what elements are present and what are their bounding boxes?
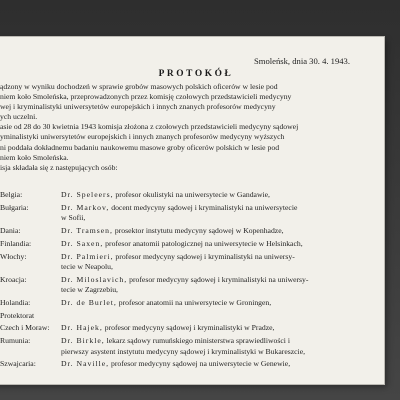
member-entry	[0, 311, 384, 321]
member-line	[61, 311, 372, 321]
member-entry	[0, 298, 384, 308]
member-country: Rumunia:	[0, 336, 31, 346]
member-country: Czech i Moraw:	[0, 323, 50, 333]
member-description	[61, 359, 384, 369]
member-line	[61, 323, 372, 333]
member-country: Finlandia:	[0, 238, 32, 248]
member-title: prosektor instytutu medycyny sądowej w Kopenhadze,	[112, 225, 284, 235]
member-title: profesor anatomii na uniwersytecie w Groningen,	[116, 297, 272, 307]
member-line	[61, 336, 372, 346]
member-title: profesor medycyny sądowej i kryminalistyki na uniwersy-	[127, 274, 309, 284]
member-country: Dania:	[0, 225, 21, 235]
member-entry	[0, 252, 384, 273]
intro-line: ych uczelni.	[0, 112, 38, 122]
document-sheet	[0, 37, 384, 384]
member-name: Dr. de Burlet,	[61, 297, 117, 307]
intro-line: ni poddała dokładnemu badaniu naukowemu masowe groby oficerów polskich w lesie pod	[0, 142, 280, 152]
member-country: Włochy:	[0, 251, 27, 261]
member-entry	[0, 203, 384, 224]
member-title: profesor anatomii patologicznej na uniwersytecie w Helsinkach,	[103, 238, 303, 248]
member-line	[61, 298, 372, 308]
member-spacer	[0, 370, 384, 372]
document-title: PROTOKÓŁ	[158, 69, 234, 79]
intro-line: niem koło Smoleńska.	[0, 152, 69, 162]
member-country: Belgia:	[0, 190, 23, 199]
member-entry	[0, 359, 384, 369]
member-description	[61, 275, 384, 296]
member-line: pierwszy asystent instytutu medycyny sądowej i kryminalistyki w Bukareszcie,	[61, 346, 306, 356]
member-line	[61, 226, 372, 236]
intro-line: niem koło Smoleńska, przeprowadzonych przez komisję czołowych przedstawicieli medycyny	[0, 92, 292, 102]
member-description	[61, 323, 384, 333]
member-description	[61, 311, 384, 321]
member-country: Protektorat	[0, 310, 35, 320]
member-name: Dr. Tramsen,	[61, 225, 113, 235]
intro-line: wej i kryminalistyki uniwersytetów europejskich i innych znanych profesorów medycyny	[0, 102, 276, 112]
member-line: w Sofii,	[61, 213, 86, 223]
member-country: Holandia:	[0, 297, 31, 307]
member-title: profesor medycyny sądowej i kryminalistyki w Pradze,	[102, 323, 275, 333]
member-line	[61, 190, 372, 200]
member-description	[61, 203, 384, 224]
intro-line: ądzony w wyniku dochodzeń w sprawie grobów masowych polskich oficerów w lesie pod	[0, 82, 278, 91]
member-entry	[0, 323, 384, 333]
member-title: lekarz sądowy rumuńskiego ministerstwa sprawiedliwości i	[104, 336, 290, 346]
member-entry	[0, 226, 384, 236]
member-title: profesor okulistyki na uniwersytecie w Gandawie,	[113, 190, 270, 199]
member-description	[61, 298, 384, 308]
commission-members-list	[0, 190, 384, 372]
member-line	[61, 359, 372, 369]
member-description	[61, 336, 384, 357]
member-name: Dr. Palmieri,	[61, 251, 114, 261]
member-country: Bułgaria:	[0, 202, 29, 212]
member-country: Kroacja:	[0, 274, 27, 284]
member-line: tecie w Zagrzebiu,	[61, 285, 118, 295]
intro-line: asie od 28 do 30 kwietnia 1943 komisja złożona z czołowych przedstawicieli medycyny sądowej	[0, 122, 299, 132]
member-name: Dr. Saxen,	[61, 238, 104, 248]
member-description	[61, 226, 384, 236]
member-title: profesor medycyny sądowej na uniwersytecie w Genewie,	[109, 359, 291, 369]
member-name: Dr. Speleers,	[61, 190, 114, 199]
member-name: Dr. Markov,	[61, 202, 110, 212]
member-line	[61, 239, 372, 249]
place-date: Smoleńsk, dnia 30. 4. 1943.	[254, 56, 350, 66]
intro-text	[0, 82, 384, 173]
member-line: tecie w Neapolu,	[61, 261, 113, 271]
member-name: Dr. Hajek,	[61, 323, 103, 333]
member-entry	[0, 336, 384, 357]
intro-line: yminalistyki uniwersytetów europejskich i innych znanych profesorów medycyny wyższych	[0, 132, 285, 142]
member-line	[61, 275, 372, 285]
member-line	[61, 252, 372, 262]
member-entry	[0, 239, 384, 249]
member-name: Dr. Miloslavich,	[61, 274, 128, 284]
member-entry	[0, 190, 384, 200]
member-name: Dr. Naville,	[61, 359, 110, 369]
member-description	[61, 190, 384, 200]
member-name: Dr. Birkle,	[61, 336, 105, 346]
member-title: docent medycyny sądowej i kryminalistyki na uniwersytecie	[109, 202, 298, 212]
member-entry	[0, 275, 384, 296]
intro-line: isja składała się z następujących osób:	[0, 162, 118, 172]
member-description	[61, 239, 384, 249]
member-country: Szwajcaria:	[0, 359, 36, 369]
member-title: profesor medycyny sądowej i kryminalistyki na uniwersy-	[113, 251, 295, 261]
member-line	[61, 203, 372, 213]
member-description	[61, 252, 384, 273]
